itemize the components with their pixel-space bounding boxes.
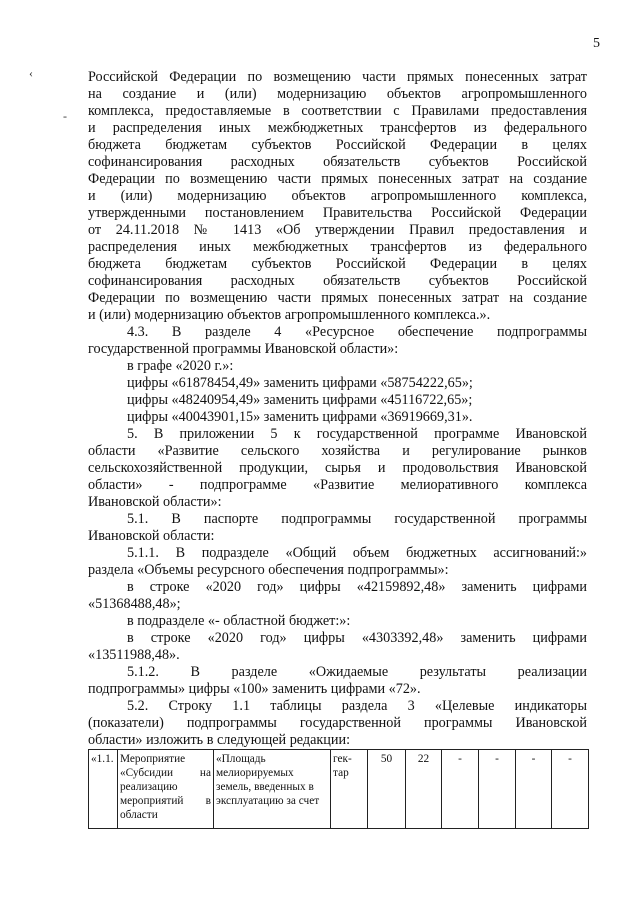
- text-line: Ивановской области:: [88, 528, 215, 544]
- text-line: бюджета бюджетам субъектов Российской Федерации в целях: [88, 137, 587, 153]
- text-line: от 24.11.2018 № 1413 «Об утверждении Правил предоставления и: [88, 222, 587, 238]
- text-line: подпрограммы» цифры «100» заменить цифрами «72».: [88, 681, 421, 697]
- text-line: «51368488,48»;: [88, 596, 181, 612]
- unit-cell: гек-тар: [331, 750, 368, 829]
- text-line: и (или) модернизацию объектов агропромышленного комплекса,: [88, 188, 587, 204]
- text-line: софинансирования расходных обязательств субъектов Российской: [88, 154, 587, 170]
- text-line: в графе «2020 г.»:: [127, 358, 234, 374]
- text-line: Федерации по возмещению части прямых понесенных затрат на создание: [88, 290, 587, 306]
- text-line: 5. В приложении 5 к государственной программе Ивановской: [127, 426, 587, 442]
- indicator-table: [88, 749, 589, 829]
- text-line: в строке «2020 год» цифры «4303392,48» заменить цифрами: [127, 630, 587, 646]
- text-line: на создание и (или) модернизацию объектов агропромышленного: [88, 86, 587, 102]
- text-line: Российской Федерации по возмещению части прямых понесенных затрат: [88, 69, 587, 85]
- text-line: государственной программы Ивановской области»:: [88, 341, 399, 357]
- text-line: 4.3. В разделе 4 «Ресурсное обеспечение подпрограммы: [127, 324, 587, 340]
- value-cell: -: [516, 750, 552, 829]
- value-cell: 50: [368, 750, 406, 829]
- event-cell: Мероприятие «Субсидии на реализацию мероприятий в области: [118, 750, 214, 829]
- text-line: сельскохозяйственной продукции, сырья и продовольствия Ивановской: [88, 460, 587, 476]
- margin-mark-dash: -: [63, 109, 67, 123]
- text-line: области» изложить в следующей редакции:: [88, 732, 351, 748]
- page-number: 5: [593, 36, 600, 51]
- text-line: в подразделе «- областной бюджет:»:: [127, 613, 351, 629]
- text-line: цифры «40043901,15» заменить цифрами «36919669,31».: [127, 409, 473, 425]
- text-line: и (или) модернизацию объектов агропромышленного комплекса.».: [88, 307, 491, 323]
- text-line: цифры «48240954,49» заменить цифрами «45116722,65»;: [127, 392, 473, 408]
- text-line: утвержденными постановлением Правительства Российской Федерации: [88, 205, 587, 221]
- text-line: цифры «61878454,49» заменить цифрами «58754222,65»;: [127, 375, 473, 391]
- row-number-cell: «1.1.: [89, 750, 118, 829]
- indicator-cell: «Площадь мелиорируемых земель, введенных в эксплуатацию за счет: [214, 750, 331, 829]
- text-line: бюджета бюджетам субъектов Российской Федерации в целях: [88, 256, 587, 272]
- value-cell: -: [442, 750, 479, 829]
- value-cell: -: [479, 750, 516, 829]
- table-row: [89, 750, 589, 829]
- text-line: 5.1.1. В подразделе «Общий объем бюджетных ассигнований:»: [127, 545, 587, 561]
- value-cell: 22: [406, 750, 442, 829]
- text-line: комплекса, предоставляемые в соответствии с Правилами предоставления: [88, 103, 587, 119]
- text-line: в строке «2020 год» цифры «42159892,48» заменить цифрами: [127, 579, 587, 595]
- text-line: (показатели) подпрограммы государственной программы Ивановской: [88, 715, 587, 731]
- text-line: Федерации по возмещению части прямых понесенных затрат на создание: [88, 171, 587, 187]
- text-line: 5.1.2. В разделе «Ожидаемые результаты реализации: [127, 664, 587, 680]
- text-line: 5.1. В паспорте подпрограммы государственной программы: [127, 511, 587, 527]
- value-cell: -: [552, 750, 589, 829]
- margin-mark-top: ‹: [29, 66, 33, 80]
- text-line: «13511988,48».: [88, 647, 180, 663]
- text-line: области «Развитие сельского хозяйства и регулирование рынков: [88, 443, 587, 459]
- text-line: 5.2. Строку 1.1 таблицы раздела 3 «Целевые индикаторы: [127, 698, 587, 714]
- text-line: и распределения иных межбюджетных трансфертов из федерального: [88, 120, 587, 136]
- text-line: софинансирования расходных обязательств субъектов Российской: [88, 273, 587, 289]
- text-line: раздела «Объемы ресурсного обеспечения подпрограммы»:: [88, 562, 449, 578]
- text-line: области» - подпрограмме «Развитие мелиоративного комплекса: [88, 477, 587, 493]
- text-line: Ивановской области»:: [88, 494, 222, 510]
- text-line: распределения иных межбюджетных трансфертов из федерального: [88, 239, 587, 255]
